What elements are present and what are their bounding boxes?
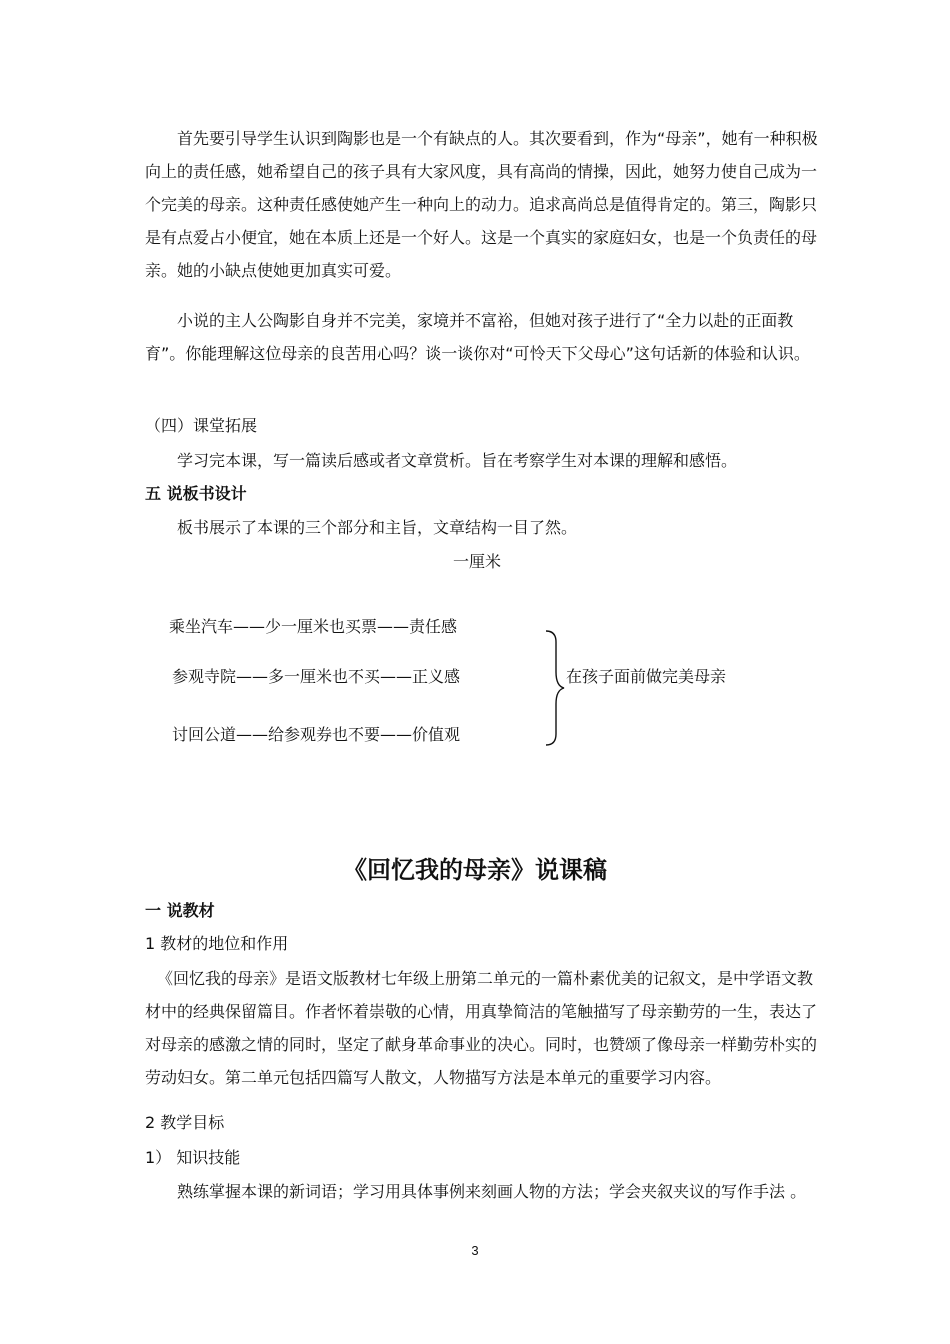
subheading-knowledge-skills: 1） 知识技能	[145, 1148, 241, 1167]
intro-paragraph-1: 首先要引导学生认识到陶影也是一个有缺点的人。其次要看到，作为“母亲”，她有一种积极向上的责任感，她希望自己的孩子具有大家风度，具有高尚的情操，因此，她努力使自己成为一个完美的母亲。这种责任感使她产生一种向上的动力。追求高尚总是值得肯定的。第三，陶影只是有点爱占小便宜，她在本质上还是一个好人。这是一个真实的家庭妇女，也是一个负责任的母亲。她的小缺点使她更加真实可爱。	[145, 129, 818, 280]
page-number: 3	[471, 1243, 479, 1258]
subheading-textbook-role: 1 教材的地位和作用	[145, 934, 289, 953]
intro-paragraph-2: 小说的主人公陶影自身并不完美，家境并不富裕，但她对孩子进行了“全力以赴的正面教育”。你能理解这位母亲的良苦用心吗？谈一谈你对“可怜天下父母心”这句话新的体验和认识。	[145, 311, 810, 363]
knowledge-skills-text: 熟练掌握本课的新词语；学习用具体事例来刻画人物的方法；学会夹叙夹议的写作手法 。	[177, 1182, 807, 1201]
section-5-heading: 五 说板书设计	[145, 484, 247, 503]
section-4-heading: （四）课堂拓展	[145, 416, 258, 435]
subheading-teaching-goals: 2 教学目标	[145, 1113, 225, 1132]
board-row-3: 讨回公道——给参观券也不要——价值观	[172, 725, 461, 744]
textbook-paragraph: 《回忆我的母亲》是语文版教材七年级上册第二单元的一篇朴素优美的记叙文，是中学语文教材中的经典保留篇目。作者怀着崇敬的心情，用真挚简洁的笔触描写了母亲勤劳的一生，表达了对母亲的感激之情的同时，坚定了献身革命事业的决心。同时，也赞颂了像母亲一样勤劳朴实的劳动妇女。第二单元包括四篇写人散文，人物描写方法是本单元的重要学习内容。	[145, 969, 818, 1087]
section-5-text: 板书展示了本课的三个部分和主旨，文章结构一目了然。	[177, 518, 578, 537]
board-conclusion: 在孩子面前做完美母亲	[566, 667, 727, 686]
board-row-1: 乘坐汽车——少一厘米也买票——责任感	[169, 617, 458, 636]
board-title: 一厘米	[453, 552, 502, 571]
board-row-2: 参观寺院——多一厘米也不买——正义感	[172, 667, 461, 686]
section-4-text: 学习完本课，写一篇读后感或者文章赏析。旨在考察学生对本课的理解和感悟。	[177, 451, 738, 470]
curly-brace	[540, 628, 566, 748]
document-title: 《回忆我的母亲》说课稿	[343, 856, 607, 884]
section-1-heading: 一 说教材	[145, 901, 215, 920]
